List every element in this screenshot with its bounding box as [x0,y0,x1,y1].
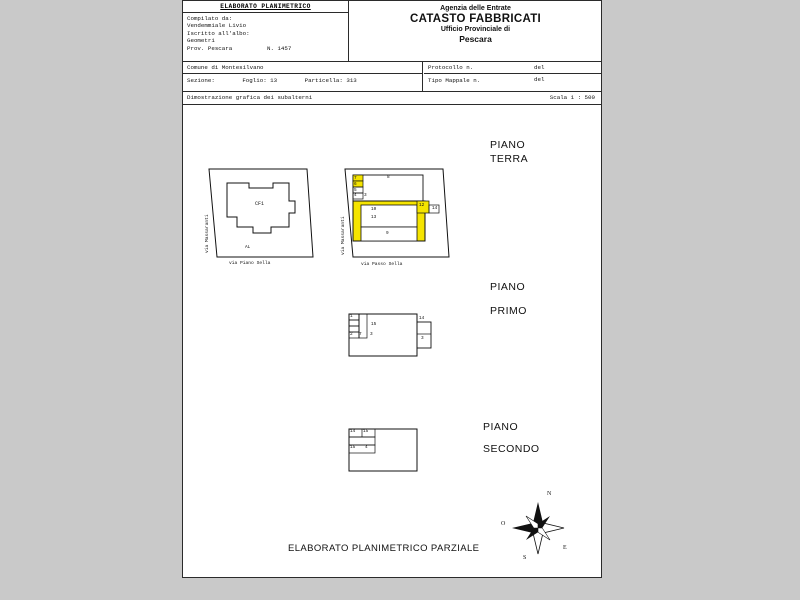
plan-second-floor [343,423,463,493]
section-label-piano-primo-2: PRIMO [490,305,527,317]
compiler-line-5: Prov. Pescara N. 1457 [187,44,292,52]
plan-second-number-15a: 15 [363,429,369,434]
plan-ground-street-vertical: via Massaranti [341,216,346,255]
comune-label: Comune di Montesilvano [183,62,422,74]
plan-ground-number-9: 9 [386,231,389,236]
sezione-row [183,74,422,84]
section-label-piano-secondo-1: PIANO [483,421,519,433]
plan-ground-number-10: 10 [371,207,377,212]
section-label-piano-terra-2: TERRA [490,153,529,165]
plan-ground-floor-drawing [331,161,471,273]
header-second-row [183,62,601,92]
header-compiler-lines [183,13,348,52]
header-compiler-block [183,1,349,61]
sezione-label: Sezione: [187,77,215,84]
section-label-piano-secondo-2: SECONDO [483,443,540,455]
document-sheet [182,0,602,578]
foglio-label: Foglio: 13 [242,77,278,84]
compass-north-label: N [547,491,552,497]
compass-rose-drawing [503,493,573,563]
header-top-row [183,1,601,62]
protocollo-row [424,62,601,74]
particella-label: Particella: 313 [304,77,357,84]
plan-second-number-4: 4 [365,445,368,450]
plan-first-number-7: 7 [359,332,362,337]
plan-second-number-14: 14 [350,429,356,434]
compass-south-label: S [523,555,527,561]
tipo-mappale-label: Tipo Mappale n. [428,77,481,84]
header-comune-block [183,62,423,91]
plan-first-floor-drawing [343,308,463,378]
plan-ground-number-8: 8 [387,175,390,180]
plan-ground-number-6: 6 [354,182,357,187]
compass-east-label: E [563,545,567,551]
plan-ground-floor [331,161,471,273]
drawing-area [183,103,601,577]
scala-label: Scala 1 : 500 [549,94,595,101]
section-label-piano-primo-1: PIANO [490,281,526,293]
plan-ground-number-5: 5 [354,188,357,193]
office-title: CATASTO FABBRICATI [409,13,542,25]
protocollo-label: Protocollo n. [428,64,474,71]
plan-ground-number-4: 4 [354,193,357,198]
plan-first-number-15: 15 [371,322,377,327]
plan-ground-number-13: 13 [371,215,377,220]
protocollo-del: del [534,64,545,71]
compiler-line-1: Compilato da: [187,15,233,22]
compass-rose [503,493,573,563]
plan-first-number-1: 1 [350,314,353,319]
compiler-line-3: Iscritto all'albo: [187,29,250,37]
plan-second-floor-drawing [343,423,463,493]
footer-title: ELABORATO PLANIMETRICO PARZIALE [288,543,480,554]
plan-second-number-15b: 15 [350,445,356,450]
compass-west-label: O [501,521,506,527]
header-protocol-block [424,62,601,91]
document-header [183,1,601,105]
plan-first-floor [343,308,463,378]
plan-lot-left [197,161,337,271]
plan-first-number-2: 2 [350,332,353,337]
plan-ground-number-7: 7 [354,176,357,181]
plan-first-number-14: 14 [419,316,425,321]
plan-left-street-vertical: via Massaranti [205,214,210,253]
plan-left-room-label: CF1 [255,201,265,207]
plan-ground-number-12: 12 [419,203,425,208]
plan-left-street-bottom: via Piano Sella [229,261,271,266]
plan-ground-street-bottom: via Passo Sella [361,262,403,267]
plan-first-number-3b: 3 [421,336,424,341]
dimostrazione-label: Dimostrazione grafica dei subalterni [187,94,313,101]
agency-name: Agenzia delle Entrate [440,5,511,12]
plan-ground-number-3: 3 [364,193,367,198]
compiler-line-4: Geometri [187,37,215,45]
compiler-line-2: Vendemmiale Livio [187,22,247,30]
tipo-mappale-row [424,74,601,84]
plan-ground-number-14: 14 [432,206,438,211]
office-subtitle: Ufficio Provinciale di [440,26,511,33]
tipo-mappale-del: del [534,76,545,83]
plan-first-number-3a: 3 [370,332,373,337]
header-left-title: ELABORATO PLANIMETRICO [183,1,348,13]
section-label-piano-terra-1: PIANO [490,139,526,151]
plan-lot-left-drawing [197,161,337,271]
plan-left-corner-label: AL [245,245,251,250]
header-agency-block [350,1,601,61]
office-city: Pescara [459,34,492,44]
